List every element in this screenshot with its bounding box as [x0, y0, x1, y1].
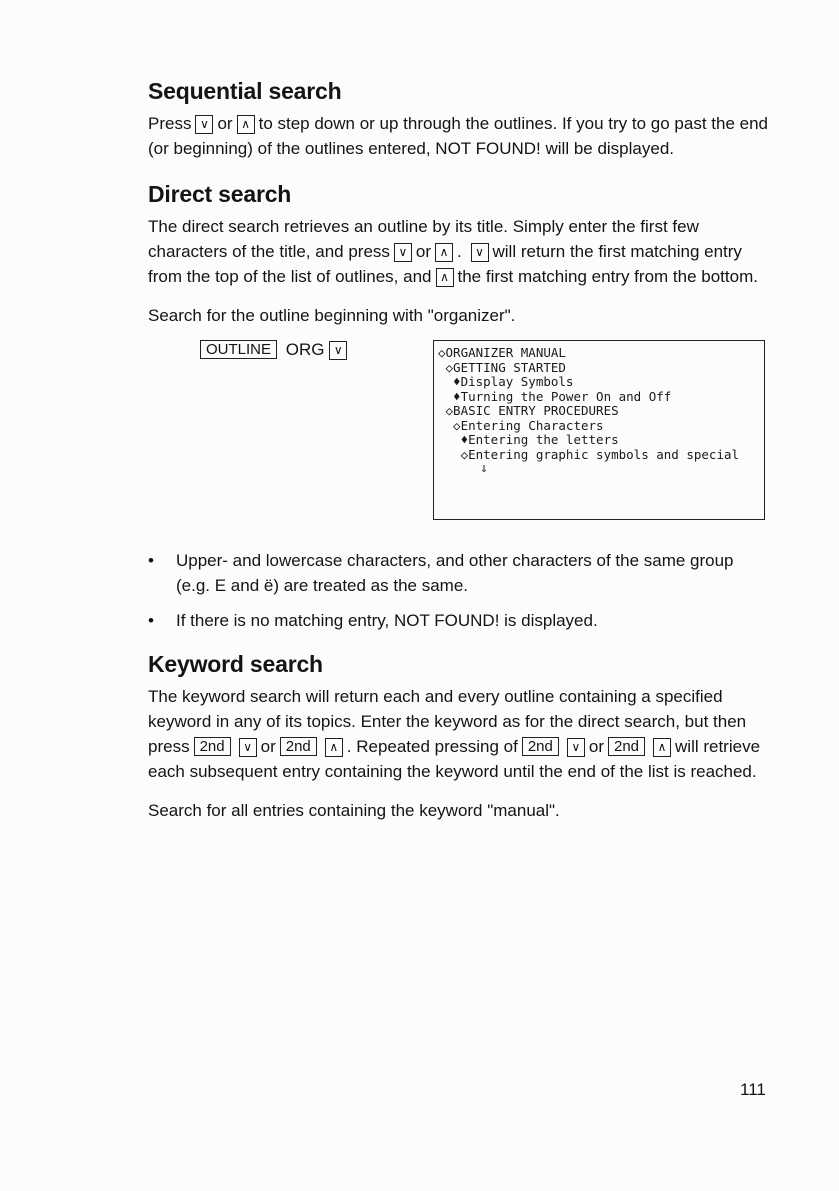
page-number: 111 [740, 1080, 766, 1099]
scroll-down-icon: ⇓ [480, 461, 488, 476]
direct-search-section [148, 181, 768, 526]
2nd-key: 2nd [194, 737, 231, 756]
screen-line: ♦Entering the letters [438, 432, 619, 447]
text: will return the first matching entry from the top of the list of outlines, and [148, 242, 742, 286]
up-key-icon: ∧ [653, 738, 671, 757]
down-key-icon: ∨ [471, 243, 489, 262]
2nd-key: 2nd [608, 737, 645, 756]
screen-line: ◇BASIC ENTRY PROCEDURES [438, 403, 619, 418]
down-key-icon: ∨ [567, 738, 585, 757]
typed-text: ORG [285, 340, 325, 359]
list-item: • If there is no matching entry, NOT FOUND! is displayed. [148, 608, 768, 633]
down-key-icon: ∨ [394, 243, 412, 262]
keyword-example-intro: Search for all entries containing the keyword "manual". [148, 801, 560, 820]
list-item: • Upper- and lowercase characters, and other characters of the same group (e.g. E and ë) are treated as the same. [148, 548, 768, 598]
text: . [457, 242, 462, 261]
screen-line: ◇ORGANIZER MANUAL [438, 345, 566, 360]
text: or [588, 737, 604, 756]
text: The direct search retrieves an outline by its title. Simply enter the first few characters of the title, and press [148, 217, 699, 261]
up-key-icon: ∧ [436, 268, 454, 287]
2nd-key: 2nd [280, 737, 317, 756]
text: Press [148, 114, 192, 133]
notes-list [148, 548, 768, 633]
up-key-icon: ∧ [325, 738, 343, 757]
example-figure [148, 340, 768, 526]
outline-key: OUTLINE [200, 340, 277, 359]
screen-line: ◇GETTING STARTED [438, 359, 566, 375]
up-key-icon: ∧ [435, 243, 453, 262]
keyword-paragraph [148, 684, 768, 784]
section-heading-direct: Direct search [148, 181, 292, 207]
keyword-search-section [148, 651, 768, 823]
sequential-search-section [148, 78, 768, 161]
screen-line: ◇Entering Characters [438, 417, 604, 433]
down-key-icon: ∨ [239, 738, 257, 757]
down-key-icon: ∨ [329, 341, 347, 360]
sequential-paragraph [148, 111, 768, 161]
text: . Repeated pressing of [346, 737, 518, 756]
section-heading-sequential: Sequential search [148, 78, 342, 104]
2nd-key: 2nd [522, 737, 559, 756]
screen-line: ◇Entering graphic symbols and special [438, 446, 740, 462]
text: or [415, 242, 432, 261]
text: to step down or up through the outlines. If you try to go past the end (or beginning) of the outlines entered, NOT FOUND! will be displayed. [148, 114, 768, 158]
screen-line: ♦Turning the Power On and Off [438, 388, 672, 404]
section-heading-keyword: Keyword search [148, 651, 323, 677]
text: The keyword search will return each and every outline containing a specified keyword in any of its topics. Enter the keyword as for the direct search, but then press [148, 687, 747, 756]
text: or [217, 114, 233, 133]
page-content [148, 78, 768, 823]
text: will retrieve each subsequent entry containing the keyword until the end of the list is reached. [148, 737, 761, 781]
screen-line: ♦Display Symbols [438, 374, 574, 389]
lcd-screen [433, 340, 765, 520]
direct-paragraph [148, 214, 768, 289]
example-intro: Search for the outline beginning with "organizer". [148, 306, 516, 325]
up-key-icon: ∧ [237, 115, 255, 134]
text: the first matching entry from the bottom. [457, 267, 758, 286]
key-sequence [200, 340, 351, 360]
down-key-icon: ∨ [195, 115, 213, 134]
text: or [260, 737, 276, 756]
